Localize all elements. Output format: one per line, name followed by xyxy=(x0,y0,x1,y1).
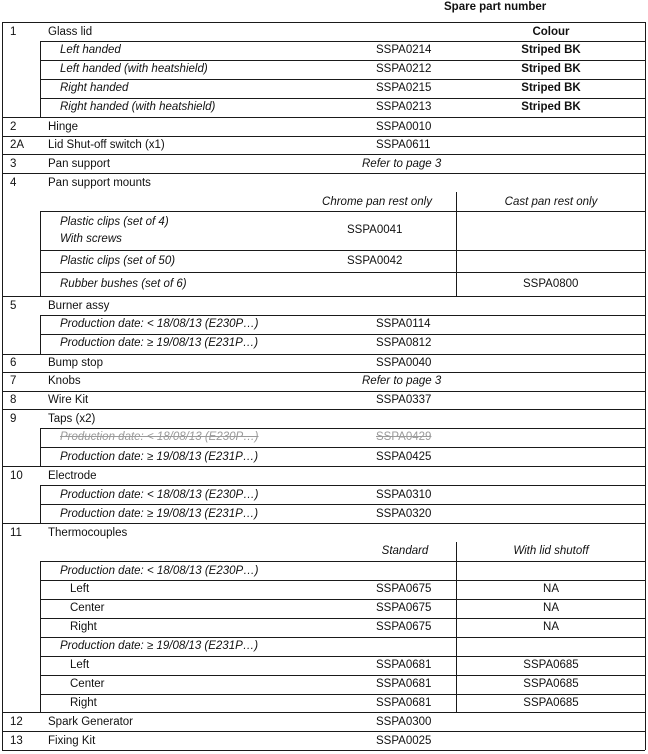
row-number: 3 xyxy=(10,158,17,170)
part-code: SSPA0010 xyxy=(376,121,432,133)
part-code: SSPA0300 xyxy=(376,716,432,728)
part-name: Thermocouples xyxy=(48,527,128,539)
sub-part-name: Left xyxy=(70,659,90,671)
sub-part-name: Production date: < 18/08/13 (E230P…) xyxy=(60,318,259,330)
sub-part-name: Left handed (with heatshield) xyxy=(60,63,208,75)
production-group-name: Production date: < 18/08/13 (E230P…) xyxy=(60,565,259,577)
colour-header: Colour xyxy=(532,26,570,38)
part-code: SSPA0681 xyxy=(376,678,432,690)
part-code: SSPA0611 xyxy=(376,139,431,151)
standard-column-header: Standard xyxy=(381,545,429,557)
row-number: 5 xyxy=(10,300,17,312)
part-code: SSPA0114 xyxy=(376,318,431,330)
part-code: SSPA0681 xyxy=(376,659,432,671)
cast-column-header: Cast pan rest only xyxy=(504,196,598,208)
part-code: SSPA0425 xyxy=(376,451,432,463)
sub-part-name-line2: With screws xyxy=(60,233,122,245)
row-number: 2A xyxy=(10,139,25,151)
part-code: SSPA0041 xyxy=(347,224,403,236)
colour-value: Striped BK xyxy=(521,44,581,56)
lid-shutoff-code: SSPA0685 xyxy=(523,659,579,671)
lid-shutoff-code: NA xyxy=(543,621,559,633)
row-number: 4 xyxy=(10,177,17,189)
part-name: Bump stop xyxy=(48,357,103,369)
refer-to-page: Refer to page 3 xyxy=(362,375,442,387)
part-code: SSPA0675 xyxy=(376,583,432,595)
row-number: 13 xyxy=(10,735,23,747)
lid-shutoff-code: NA xyxy=(543,602,559,614)
sub-part-name: Production date: ≥ 19/08/13 (E231P…) xyxy=(60,337,259,349)
row-number: 9 xyxy=(10,413,17,425)
sub-part-name: Production date: ≥ 19/08/13 (E231P…) xyxy=(60,451,259,463)
part-code: SSPA0675 xyxy=(376,602,432,614)
part-code: SSPA0337 xyxy=(376,394,432,406)
part-code: SSPA0310 xyxy=(376,489,432,501)
part-code: SSPA0800 xyxy=(523,278,579,290)
row-number: 8 xyxy=(10,394,17,406)
refer-to-page: Refer to page 3 xyxy=(362,158,442,170)
part-code: SSPA0025 xyxy=(376,735,432,747)
colour-value: Striped BK xyxy=(521,63,581,75)
sub-part-name: Plastic clips (set of 50) xyxy=(60,255,176,267)
obsolete-part-code: SSPA0429 xyxy=(376,431,432,443)
sub-part-name: Center xyxy=(70,602,105,614)
lid-shutoff-column-header: With lid shutoff xyxy=(513,545,589,557)
row-number: 11 xyxy=(10,527,22,539)
colour-value: Striped BK xyxy=(521,101,581,113)
part-code: SSPA0320 xyxy=(376,508,432,520)
sub-part-name: Rubber bushes (set of 6) xyxy=(60,278,187,290)
part-code: SSPA0212 xyxy=(376,63,432,75)
lid-shutoff-code: SSPA0685 xyxy=(523,678,579,690)
row-number: 12 xyxy=(10,716,23,728)
obsolete-sub-part-name: Production date: < 18/08/13 (E230P…) xyxy=(60,431,259,443)
part-name: Knobs xyxy=(48,375,81,387)
part-name: Taps (x2) xyxy=(48,413,96,425)
part-code: SSPA0214 xyxy=(376,44,432,56)
sub-part-name: Production date: < 18/08/13 (E230P…) xyxy=(60,489,259,501)
row-number: 10 xyxy=(10,470,23,482)
part-code: SSPA0042 xyxy=(347,255,403,267)
part-name: Pan support mounts xyxy=(48,177,151,189)
lid-shutoff-code: NA xyxy=(543,583,559,595)
part-code: SSPA0681 xyxy=(376,697,432,709)
part-name: Burner assy xyxy=(48,300,110,312)
row-number: 6 xyxy=(10,357,17,369)
part-name: Lid Shut-off switch (x1) xyxy=(48,139,165,151)
chrome-column-header: Chrome pan rest only xyxy=(322,196,432,208)
sub-part-name: Plastic clips (set of 4) xyxy=(60,216,169,228)
spare-part-number-header: Spare part number xyxy=(444,1,547,13)
lid-shutoff-code: SSPA0685 xyxy=(523,697,579,709)
part-name: Glass lid xyxy=(48,26,93,38)
sub-part-name: Right xyxy=(70,621,97,633)
sub-part-name: Right handed xyxy=(60,82,129,94)
part-code: SSPA0215 xyxy=(376,82,432,94)
part-code: SSPA0812 xyxy=(376,337,432,349)
part-code: SSPA0213 xyxy=(376,101,432,113)
sub-part-name: Right xyxy=(70,697,97,709)
row-number: 2 xyxy=(10,121,17,133)
part-code: SSPA0675 xyxy=(376,621,432,633)
production-group-name: Production date: ≥ 19/08/13 (E231P…) xyxy=(60,640,259,652)
row-number: 7 xyxy=(10,375,17,387)
sub-part-name: Right handed (with heatshield) xyxy=(60,101,216,113)
sub-part-name: Left xyxy=(70,583,90,595)
part-name: Hinge xyxy=(48,121,79,133)
row-number: 1 xyxy=(10,26,17,38)
sub-part-name: Production date: ≥ 19/08/13 (E231P…) xyxy=(60,508,259,520)
part-name: Spark Generator xyxy=(48,716,134,728)
part-name: Electrode xyxy=(48,470,97,482)
sub-part-name: Left handed xyxy=(60,44,121,56)
sub-part-name: Center xyxy=(70,678,105,690)
colour-value: Striped BK xyxy=(521,82,581,94)
part-code: SSPA0040 xyxy=(376,357,432,369)
part-name: Pan support xyxy=(48,158,111,170)
part-name: Wire Kit xyxy=(48,394,89,406)
part-name: Fixing Kit xyxy=(48,735,96,747)
